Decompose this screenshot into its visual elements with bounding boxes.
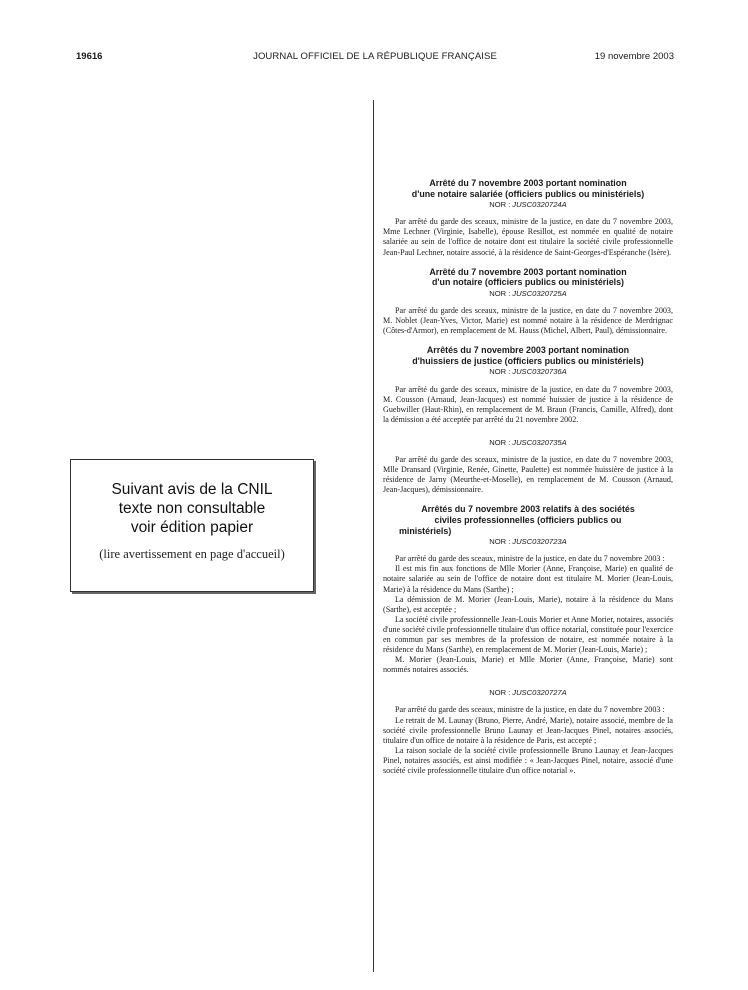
paragraph: Le retrait de M. Launay (Bruno, Pierre, André, Marie), notaire associé, membre de la société civile professionnelle Bruno Launay et Jean-Jacques Pinel, notaires associés, titulaire d'un office de notaire à la résidence de Paris, est accepté ;	[383, 715, 673, 745]
page-number: 19616	[76, 51, 103, 62]
nor-reference	[383, 688, 673, 698]
notice-line-4: (lire avertissement en page d'accueil)	[99, 547, 285, 561]
paragraph: M. Morier (Jean-Louis, Marie) et Mlle Morier (Anne, Françoise, Marie) sont nommés notaires associés.	[383, 655, 673, 675]
section-title: civiles professionnelles (officiers publics ou	[434, 514, 622, 525]
paragraph: Par arrêté du garde des sceaux, ministre de la justice, en date du 7 novembre 2003, Mme Lechner (Virginie, Isabelle), épouse Resillot, est nommée en qualité de notaire salariée au sein de l'office de notaire dont est titulaire la société civile professionnelle Jean-Paul Lechner, notaire associé, à la résidence de Saint-Georges-d'Espéranche (Isère).	[383, 217, 673, 257]
decree-section	[383, 345, 673, 495]
section-title: Arrêté du 7 novembre 2003 portant nomination	[429, 266, 627, 277]
section-title: d'un notaire (officiers publics ou ministériels)	[432, 277, 624, 288]
nor-code: JUSC0320735A	[512, 437, 567, 447]
cnil-notice-box	[70, 459, 314, 592]
nor-label: NOR :	[489, 200, 511, 210]
page-header	[76, 51, 674, 65]
section-title: d'une notaire salariée (officiers publics ou ministériels)	[411, 188, 645, 199]
decree-section	[383, 504, 673, 776]
paragraph: Par arrêté du garde des sceaux, ministre de la justice, en date du 7 novembre 2003 :	[395, 554, 665, 564]
nor-label: NOR :	[489, 437, 511, 447]
nor-label: NOR :	[489, 537, 511, 547]
nor-reference	[383, 537, 673, 547]
section-title: Arrêtés du 7 novembre 2003 relatifs à des sociétés	[421, 504, 635, 515]
right-column	[383, 178, 673, 776]
nor-code: JUSC0320723A	[512, 537, 567, 547]
journal-title: JOURNAL OFFICIEL DE LA RÉPUBLIQUE FRANÇAISE	[253, 51, 497, 62]
nor-code: JUSC0320725A	[512, 288, 567, 298]
decree-section	[383, 178, 673, 258]
paragraph: La démission de M. Morier (Jean-Louis, Marie), notaire à la résidence du Mans (Sarthe), est acceptée ;	[383, 594, 673, 614]
paragraph: Par arrêté du garde des sceaux, ministre de la justice, en date du 7 novembre 2003 :	[395, 705, 665, 715]
decree-section	[383, 267, 673, 337]
section-title: Arrêté du 7 novembre 2003 portant nomination	[429, 178, 627, 188]
nor-reference	[383, 438, 673, 448]
section-title: ministériels)	[399, 525, 452, 536]
paragraph: Par arrêté du garde des sceaux, ministre de la justice, en date du 7 novembre 2003, M. Cousson (Arnaud, Jean-Jacques) est nommé huissier de justice à la résidence de Guebwiller (Haut-Rhin), en remplacement de M. Braun (Francis, Camille, Alfred), dont la démission a été acceptée par arrêté du 21 novembre 2002.	[383, 384, 673, 424]
notice-line-2: texte non consultable	[118, 500, 266, 517]
nor-code: JUSC0320727A	[512, 688, 567, 698]
paragraph: Par arrêté du garde des sceaux, ministre de la justice, en date du 7 novembre 2003, Mlle Dransard (Virginie, Renée, Ginette, Paulette) est nommée huissière de justice à la résidence de Jarny (Meurthe-et-Moselle), en remplacement de M. Cousson (Arnaud, Jean-Jacques), démissionnaire.	[383, 454, 673, 495]
nor-reference	[383, 200, 673, 210]
nor-label: NOR :	[489, 367, 511, 377]
section-title: Arrêtés du 7 novembre 2003 portant nomination	[426, 345, 630, 356]
paragraph: Par arrêté du garde des sceaux, ministre de la justice, en date du 7 novembre 2003, M. Noblet (Jean-Yves, Victor, Marie) est nommé notaire à la résidence de Merdrignac (Côtes-d'Armor), en remplacement de M. Hauss (Michel, Albert, Paul), démissionnaire.	[383, 305, 673, 336]
nor-label: NOR :	[489, 288, 511, 298]
paragraph: La société civile professionnelle Jean-Louis Morier et Anne Morier, notaires, associés d'une société civile professionnelle titulaire d'un office notarial, constituée pour l'exercice en commun par ses membres de la profession de notaire, est nommée notaire à la résidence du Mans (Sarthe), en remplacement de M. Morier (Jean-Louis, Marie) ;	[383, 614, 673, 655]
paragraph: La raison sociale de la société civile professionnelle Bruno Launay et Jean-Jacques Pinel, notaires associés, est ainsi modifiée : « Jean-Jacques Pinel, notaire, associé d'une société civile professionnelle titulaire d'un office notarial ».	[383, 745, 673, 775]
nor-code: JUSC0320724A	[512, 200, 567, 210]
notice-line-1: Suivant avis de la CNIL	[111, 481, 273, 498]
notice-line-3: voir édition papier	[130, 519, 254, 536]
column-divider	[373, 100, 374, 972]
nor-reference	[383, 367, 673, 377]
publication-date: 19 novembre 2003	[594, 51, 674, 62]
section-title: d'huissiers de justice (officiers publics ou ministériels)	[412, 355, 644, 366]
nor-code: JUSC0320736A	[512, 367, 567, 377]
nor-label: NOR :	[489, 688, 511, 698]
nor-reference	[383, 289, 673, 299]
paragraph: Il est mis fin aux fonctions de Mlle Morier (Anne, Françoise, Marie) en qualité de notaire salariée au sein de l'office de notaire dont est titulaire M. Morier (Jean-Louis, Marie) à la résidence du Mans (Sarthe) ;	[383, 564, 673, 594]
